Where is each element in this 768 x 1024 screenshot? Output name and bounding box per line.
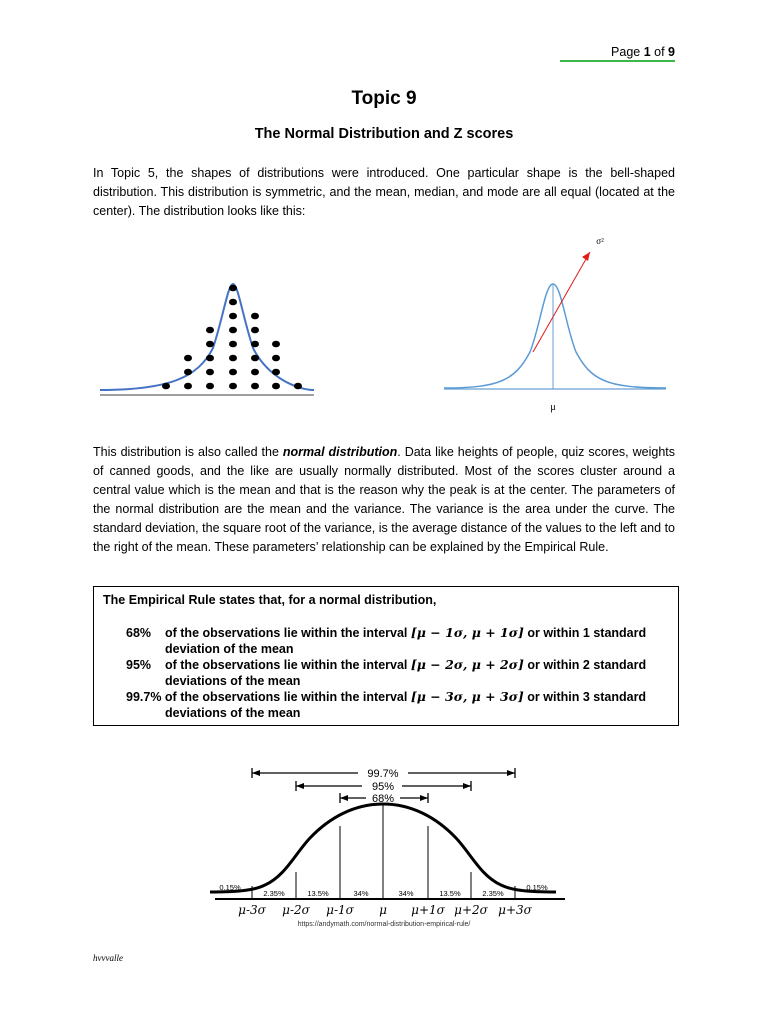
data-dot <box>251 369 259 376</box>
data-dot <box>206 383 214 390</box>
data-dot <box>184 355 192 362</box>
axis-tick-label: μ <box>379 903 387 917</box>
data-dot <box>251 383 259 390</box>
data-dot <box>229 369 237 376</box>
data-dot <box>184 369 192 376</box>
area-label: 2.35% <box>263 889 285 898</box>
area-label: 2.35% <box>482 889 504 898</box>
axis-tick-label: μ-2σ <box>282 903 310 917</box>
data-dot <box>272 369 280 376</box>
data-dot <box>229 355 237 362</box>
data-dot <box>229 285 237 292</box>
arrow-head <box>582 252 590 261</box>
rule-95: 95% of the observations lie within the interval [μ − 2σ, μ + 2σ] or within 2 standard deviations of the mean <box>126 657 647 688</box>
area-label: 34% <box>398 889 414 898</box>
data-dot <box>206 355 214 362</box>
data-dot <box>272 355 280 362</box>
data-dot <box>229 383 237 390</box>
axis-tick-label: μ+1σ <box>411 903 445 917</box>
axis-tick-label: μ-3σ <box>238 903 266 917</box>
data-dot <box>162 383 170 390</box>
page-title: Topic 9 <box>351 88 417 109</box>
data-dot <box>206 341 214 348</box>
dot-stacks <box>162 285 302 390</box>
data-dot <box>251 355 259 362</box>
area-label: 34% <box>353 889 369 898</box>
range-label-95: 95% <box>371 781 395 793</box>
axis-tick-label: μ-1σ <box>326 903 354 917</box>
range-label-68: 68% <box>371 793 395 805</box>
area-label: 0.15% <box>219 883 241 892</box>
data-dot <box>251 327 259 334</box>
data-dot <box>272 383 280 390</box>
empirical-rule-chart <box>210 762 570 920</box>
empirical-rule-heading: The Empirical Rule states that, for a normal distribution, <box>103 593 437 607</box>
footer-author: hvvvalle <box>93 953 123 963</box>
data-dot <box>294 383 302 390</box>
intro-paragraph: In Topic 5, the shapes of distributions were introduced. One particular shape is the bell-shaped distribution. This distribution is symmetric, and the mean, median, and mode are all equal (located at the center). The distribution looks like this: <box>93 166 675 218</box>
data-dot <box>251 313 259 320</box>
page-number: Page 1 of 9 <box>560 45 675 62</box>
data-dot <box>229 327 237 334</box>
area-label: 13.5% <box>439 889 461 898</box>
data-dot <box>184 383 192 390</box>
area-label: 13.5% <box>307 889 329 898</box>
data-dot <box>229 313 237 320</box>
range-label-99-7: 99.7% <box>367 768 399 780</box>
data-dot <box>229 341 237 348</box>
data-dot <box>229 299 237 306</box>
data-dot <box>206 369 214 376</box>
rule-99-7: 99.7% of the observations lie within the interval [μ − 3σ, μ + 3σ] or within 3 standard deviations of the mean <box>126 689 647 720</box>
normal-curve-figure <box>440 232 670 417</box>
normal-curve <box>444 284 666 388</box>
rule-68: 68% of the observations lie within the interval [μ − 1σ, μ + 1σ] or within 1 standard deviation of the mean <box>126 625 647 656</box>
source-url: https://andymath.com/normal-distribution-empirical-rule/ <box>297 921 471 928</box>
area-label: 0.15% <box>526 883 548 892</box>
variance-arrow <box>533 252 590 352</box>
dot-bell-curve-figure <box>98 278 316 398</box>
mu-label: μ <box>550 402 556 413</box>
sigma-squared-label: σ² <box>596 236 604 246</box>
empirical-rule-box <box>93 586 679 726</box>
axis-tick-label: μ+2σ <box>454 903 488 917</box>
data-dot <box>272 341 280 348</box>
data-dot <box>251 341 259 348</box>
data-dot <box>206 327 214 334</box>
page-subtitle: The Normal Distribution and Z scores <box>254 126 514 142</box>
axis-tick-label: μ+3σ <box>498 903 532 917</box>
normal-distribution-paragraph: This distribution is also called the normal distribution. Data like heights of people, quiz scores, weights of canned goods, and the like are usually normally distributed. Most of the scores cluster around a central value which is the mean and that is the reason why the peak is at the center. The parameters of the normal distribution are the mean and the variance. The variance is the area under the curve. The standard deviation, the square root of the variance, is the average distance of the values to the left and to the right of the mean. These parameters’ relationship can be explained by the Empirical Rule. <box>93 445 675 554</box>
